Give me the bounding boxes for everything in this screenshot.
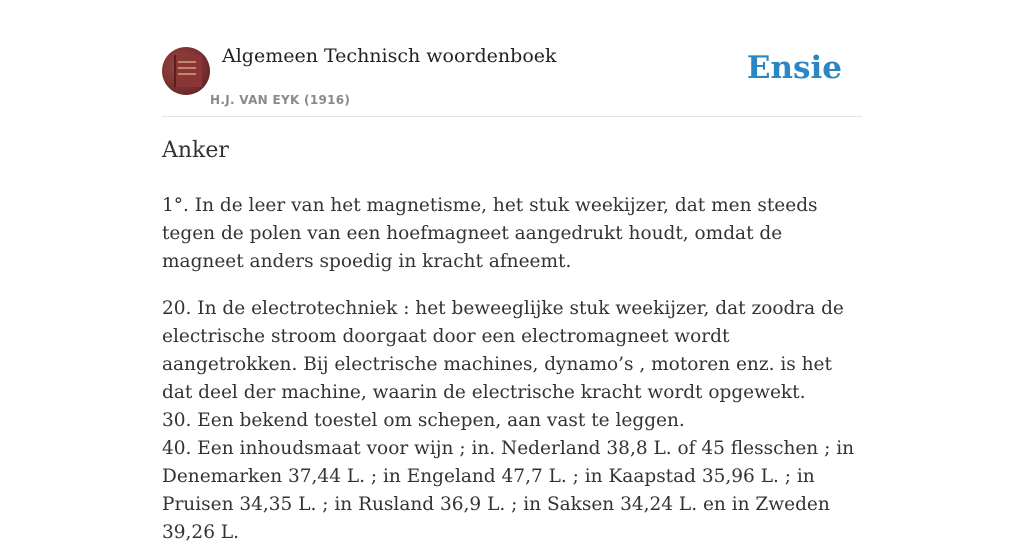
entry-paragraph-4: 40. Een inhoudsmaat voor wijn ; in. Nederland 38,8 L. of 45 flesschen ; in Denemarken 37,44 L. ; in Engeland 47,7 L. ; in Kaapstad 35,96 L. ; in Pruisen 34,35 L. ; in Rusland 36,9 L. ; in Saksen 34,24 L. en in Zweden 39,26 L. [162,438,855,543]
header [162,0,862,117]
book-cover-icon[interactable] [162,47,210,95]
entry-body [162,192,862,547]
brand-logo-link[interactable]: Ensie [746,50,842,86]
book-author: H.J. VAN EYK (1916) [210,93,351,107]
entry-paragraph-3: 30. Een bekend toestel om schepen, aan vast te leggen. [162,410,685,431]
entry-title: Anker [162,138,229,163]
cover-line [178,73,196,75]
cover-line [178,67,196,69]
cover-line [178,61,196,63]
book-title-link[interactable]: Algemeen Technisch woordenboek [222,45,557,67]
book-spine [174,55,202,87]
page [162,0,862,543]
entry-paragraph-2: 20. In de electrotechniek : het beweeglijke stuk weekijzer, dat zoodra de electrische stroom doorgaat door een electromagneet wordt aangetrokken. Bij electrische machines, dynamo’s , motoren enz. is het dat deel der machine, waarin de electrische kracht wordt opgewekt. [162,298,844,403]
entry-paragraph-1: 1°. In de leer van het magnetisme, het stuk weekijzer, dat men steeds tegen de polen van een hoefmagneet aangedrukt houdt, omdat de magneet anders spoedig in kracht afneemt. [162,195,818,272]
